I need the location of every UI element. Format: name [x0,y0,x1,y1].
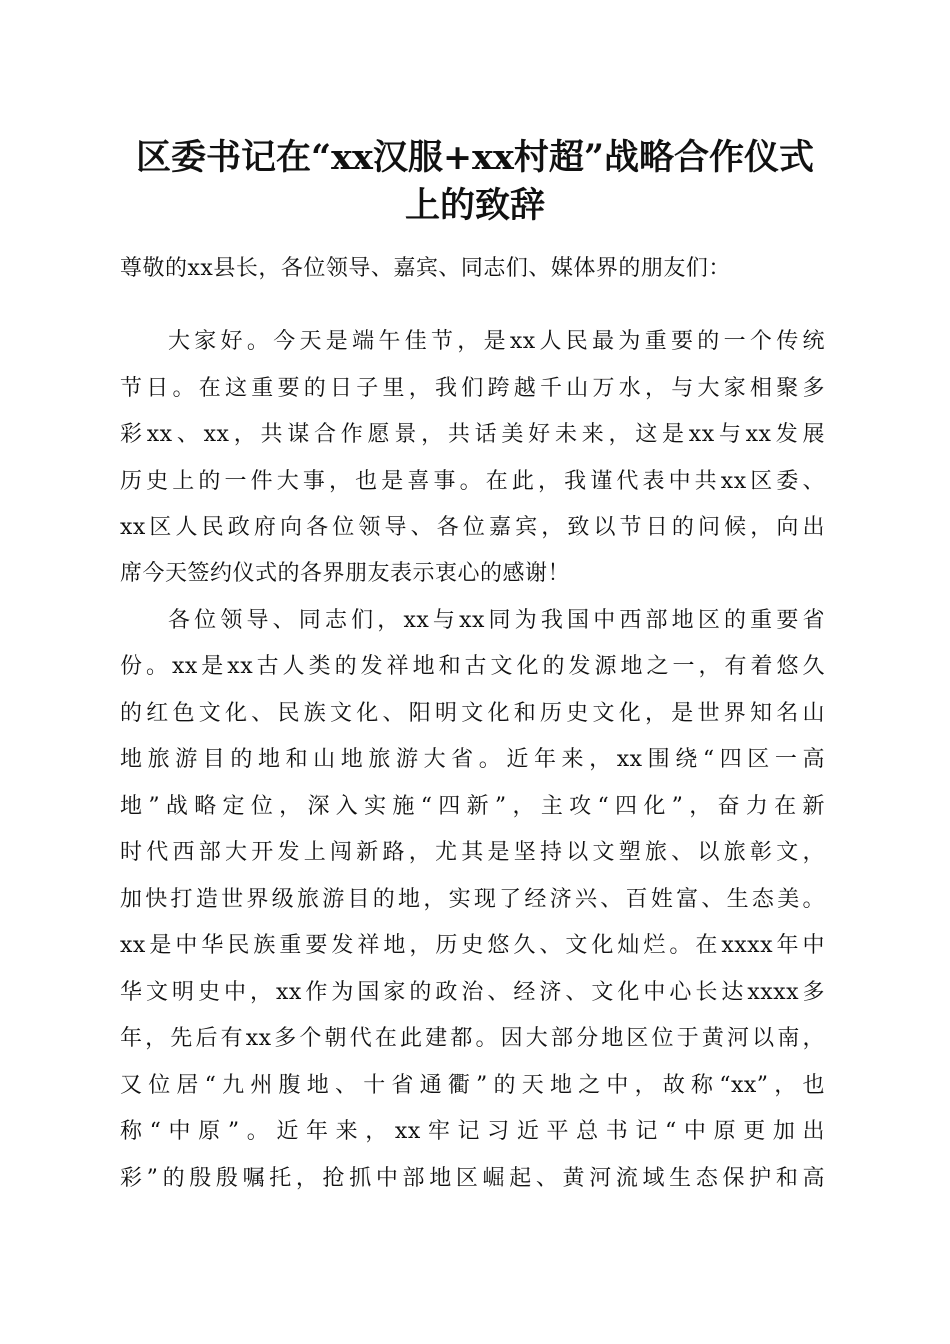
paragraph-line: xx区人民政府向各位领导、各位嘉宾，致以节日的问候，向出 [120,515,825,540]
document-title-line-1: 区委书记在“xx汉服+xx村超”战略合作仪式 [135,137,815,178]
paragraph-line: 大家好。今天是端午佳节，是xx人民最为重要的一个传统 [168,329,825,354]
paragraph-line: 历史上的一件大事，也是喜事。在此，我谨代表中共xx区委、 [120,469,825,494]
paragraph-line: 地旅游目的地和山地旅游大省。近年来，xx围绕“四区一高 [120,747,825,772]
paragraph-line: 又位居“九州腹地、十省通衢”的天地之中，故称“xx”，也 [120,1073,825,1098]
document-title-line-2: 上的致辞 [404,185,545,226]
paragraph-line: 华文明史中，xx作为国家的政治、经济、文化中心长达xxxx多 [120,980,825,1005]
paragraph-line: 年，先后有xx多个朝代在此建都。因大部分地区位于黄河以南， [120,1026,825,1051]
paragraph-line: 时代西部大开发上闯新路，尤其是坚持以文塑旅、以旅彰文， [120,840,825,865]
paragraph-line: xx是中华民族重要发祥地，历史悠久、文化灿烂。在xxxx年中 [120,933,825,958]
paragraph-line: 加快打造世界级旅游目的地，实现了经济兴、百姓富、生态美。 [120,887,825,912]
paragraph-line: 席今天签约仪式的各界朋友表示衷心的感谢！ [120,561,571,586]
paragraph-line: 节日。在这重要的日子里，我们跨越千山万水，与大家相聚多 [120,376,825,401]
paragraph-line: 彩xx、xx，共谋合作愿景，共话美好未来，这是xx与xx发展 [120,422,825,447]
salutation-line: 尊敬的xx县长，各位领导、嘉宾、同志们、媒体界的朋友们： [120,256,731,281]
paragraph-line: 的红色文化、民族文化、阳明文化和历史文化，是世界知名山 [120,701,825,726]
paragraph-line: 彩”的殷殷嘱托，抢抓中部地区崛起、黄河流域生态保护和高 [120,1166,825,1191]
paragraph-line: 称“中原”。近年来，xx牢记习近平总书记“中原更加出 [120,1119,825,1144]
paragraph-line: 份。xx是xx古人类的发祥地和古文化的发源地之一，有着悠久 [120,654,825,679]
paragraph-line: 各位领导、同志们，xx与xx同为我国中西部地区的重要省 [168,608,825,633]
paragraph-line: 地”战略定位，深入实施“四新”，主攻“四化”，奋力在新 [120,794,825,819]
